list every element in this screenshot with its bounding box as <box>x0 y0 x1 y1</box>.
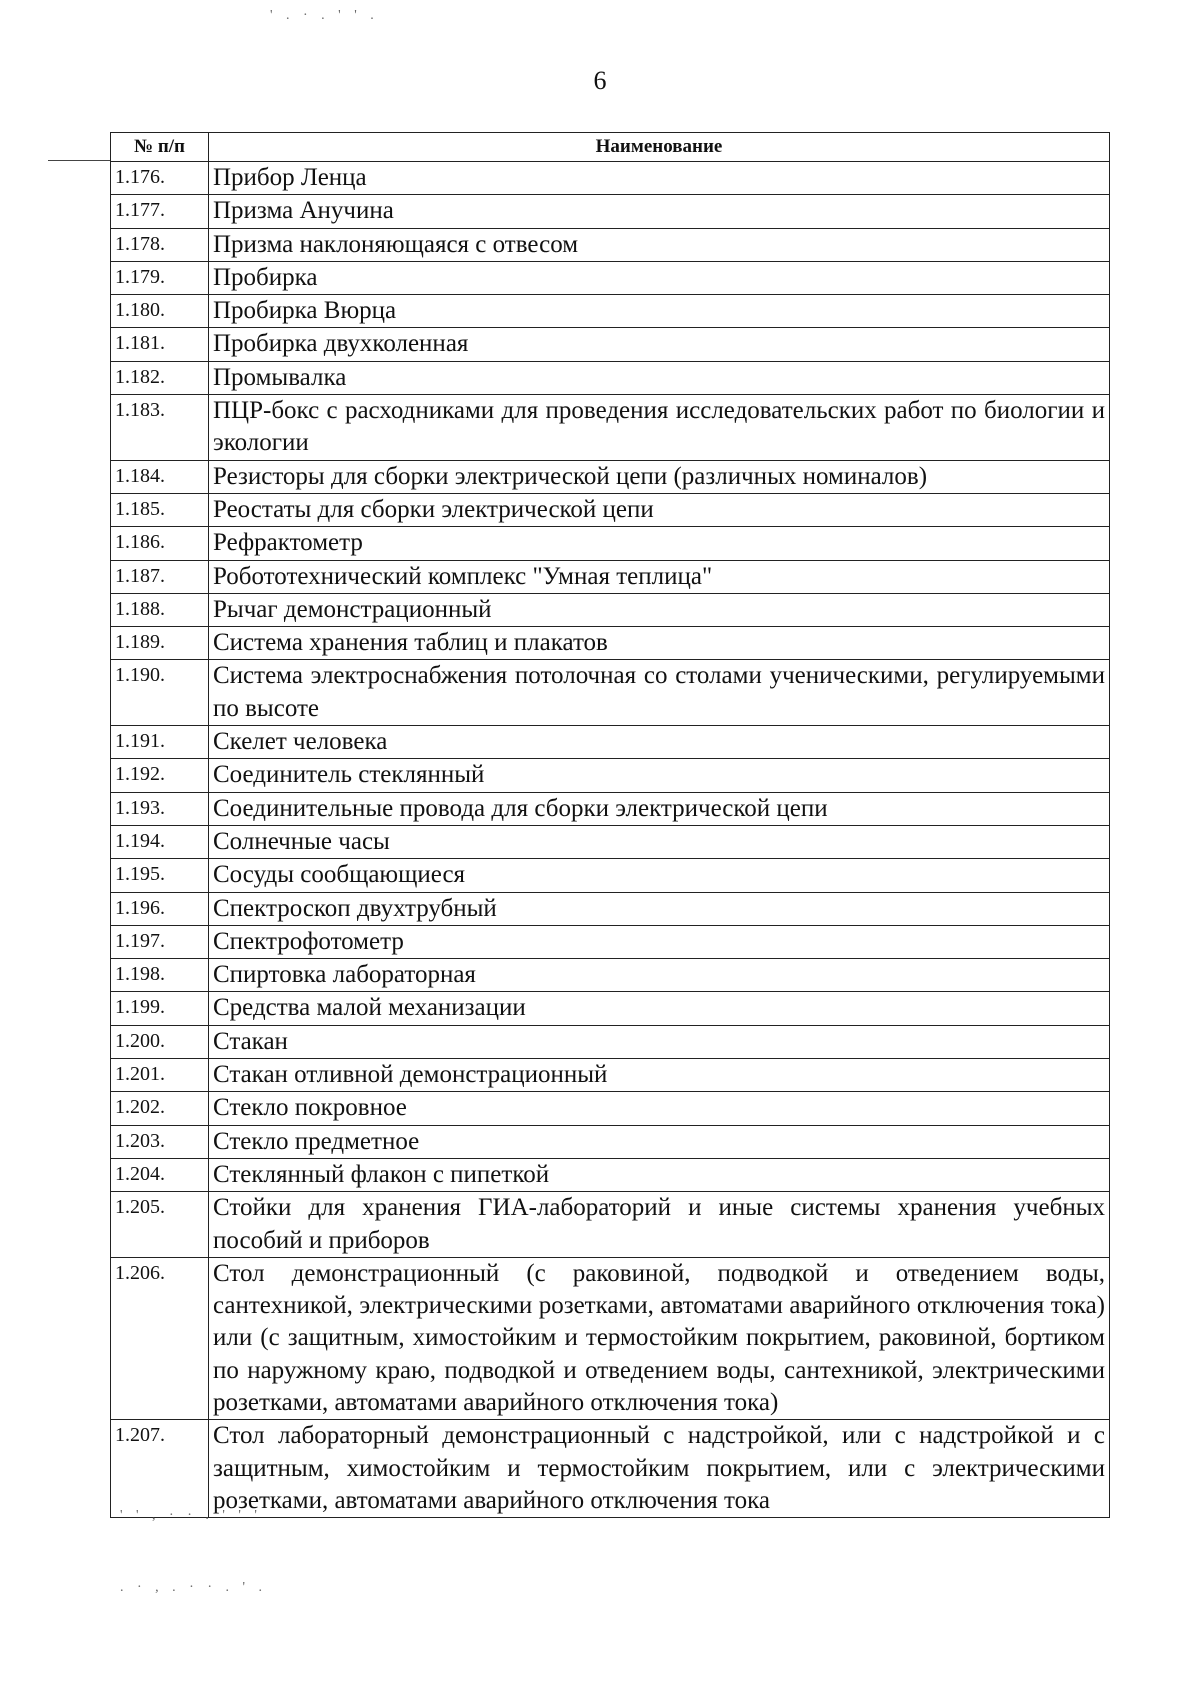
table-row <box>111 660 1110 726</box>
row-number: 1.180. <box>111 295 209 328</box>
row-name: Спектрофотометр <box>209 925 1110 958</box>
row-name: Стакан <box>209 1025 1110 1058</box>
table-row <box>111 792 1110 825</box>
table-row <box>111 1092 1110 1125</box>
row-number: 1.179. <box>111 261 209 294</box>
table-row <box>111 1125 1110 1158</box>
table-row <box>111 1192 1110 1258</box>
row-name: Соединительные провода для сборки электрической цепи <box>209 792 1110 825</box>
table-row <box>111 527 1110 560</box>
row-name: Резисторы для сборки электрической цепи (различных номиналов) <box>209 460 1110 493</box>
row-number: 1.199. <box>111 992 209 1025</box>
row-number: 1.202. <box>111 1092 209 1125</box>
table-row <box>111 1257 1110 1419</box>
row-name: Пробирка Вюрца <box>209 295 1110 328</box>
row-name: Солнечные часы <box>209 825 1110 858</box>
table-row <box>111 361 1110 394</box>
row-number: 1.178. <box>111 228 209 261</box>
table-row <box>111 460 1110 493</box>
row-name: Соединитель стеклянный <box>209 759 1110 792</box>
row-name: Призма наклоняющаяся с отвесом <box>209 228 1110 261</box>
row-number: 1.200. <box>111 1025 209 1058</box>
row-number: 1.190. <box>111 660 209 726</box>
table-row <box>111 892 1110 925</box>
row-number: 1.194. <box>111 825 209 858</box>
table-row <box>111 1025 1110 1058</box>
row-name: Робототехнический комплекс "Умная теплица" <box>209 560 1110 593</box>
row-name: Скелет человека <box>209 726 1110 759</box>
row-name: Стеклянный флакон с пипеткой <box>209 1158 1110 1191</box>
row-number: 1.183. <box>111 395 209 461</box>
row-number: 1.204. <box>111 1158 209 1191</box>
row-name: Стекло предметное <box>209 1125 1110 1158</box>
table-row <box>111 825 1110 858</box>
row-name: Стакан отливной демонстрационный <box>209 1059 1110 1092</box>
row-number: 1.189. <box>111 627 209 660</box>
table-header-row <box>111 133 1110 162</box>
row-number: 1.197. <box>111 925 209 958</box>
row-name: Стол демонстрационный (с раковиной, подводкой и отведением воды, сантехникой, электрическими розетками, автоматами аварийного отключения тока) или (с защитным, химостойким и термостойким покрытием, раковиной, бортиком по наружному краю, подводкой и отведением воды, сантехникой, электрическими розетками, автоматами аварийного отключения тока) <box>209 1257 1110 1419</box>
table-row <box>111 859 1110 892</box>
table-row <box>111 295 1110 328</box>
row-number: 1.186. <box>111 527 209 560</box>
header-num: № п/п <box>111 133 209 162</box>
row-name: Средства малой механизации <box>209 992 1110 1025</box>
row-name: ПЦР-бокс с расходниками для проведения исследовательских работ по биологии и экологии <box>209 395 1110 461</box>
table-row <box>111 1059 1110 1092</box>
row-name: Реостаты для сборки электрической цепи <box>209 493 1110 526</box>
row-number: 1.182. <box>111 361 209 394</box>
row-number: 1.203. <box>111 1125 209 1158</box>
header-name: Наименование <box>209 133 1110 162</box>
row-number: 1.192. <box>111 759 209 792</box>
page-number: 6 <box>593 66 607 95</box>
row-name: Рефрактометр <box>209 527 1110 560</box>
table-row <box>111 261 1110 294</box>
row-number: 1.205. <box>111 1192 209 1258</box>
scan-noise-top: ' . · . ' ' . <box>270 8 379 23</box>
table-row <box>111 726 1110 759</box>
table-row <box>111 627 1110 660</box>
row-number: 1.188. <box>111 593 209 626</box>
row-name: Сосуды сообщающиеся <box>209 859 1110 892</box>
row-number: 1.184. <box>111 460 209 493</box>
table-row <box>111 992 1110 1025</box>
scan-noise-bottom: ' ' , · · . ' ' ' <box>120 1508 262 1523</box>
row-name: Система хранения таблиц и плакатов <box>209 627 1110 660</box>
row-number: 1.206. <box>111 1257 209 1419</box>
row-name: Промывалка <box>209 361 1110 394</box>
row-name: Стол лабораторный демонстрационный с надстройкой, или с надстройкой и с защитным, химостойким и термостойким покрытием, или с электрическими розетками, автоматами аварийного отключения тока <box>209 1420 1110 1518</box>
row-name: Стекло покровное <box>209 1092 1110 1125</box>
row-number: 1.176. <box>111 162 209 195</box>
row-number: 1.177. <box>111 195 209 228</box>
row-name: Стойки для хранения ГИА-лабораторий и иные системы хранения учебных пособий и приборов <box>209 1192 1110 1258</box>
row-name: Призма Анучина <box>209 195 1110 228</box>
table-row <box>111 959 1110 992</box>
table-body <box>111 162 1110 1518</box>
row-name: Пробирка <box>209 261 1110 294</box>
row-name: Рычаг демонстрационный <box>209 593 1110 626</box>
row-number: 1.191. <box>111 726 209 759</box>
row-number: 1.207. <box>111 1420 209 1518</box>
row-name: Прибор Ленца <box>209 162 1110 195</box>
row-number: 1.185. <box>111 493 209 526</box>
table-row <box>111 759 1110 792</box>
row-number: 1.196. <box>111 892 209 925</box>
table-row <box>111 493 1110 526</box>
row-number: 1.181. <box>111 328 209 361</box>
table-row <box>111 195 1110 228</box>
table-row <box>111 925 1110 958</box>
items-table <box>110 132 1110 1518</box>
margin-dash <box>48 160 110 161</box>
row-number: 1.193. <box>111 792 209 825</box>
table-row <box>111 228 1110 261</box>
row-name: Пробирка двухколенная <box>209 328 1110 361</box>
row-name: Спектроскоп двухтрубный <box>209 892 1110 925</box>
row-name: Система электроснабжения потолочная со столами ученическими, регулируемыми по высоте <box>209 660 1110 726</box>
row-number: 1.187. <box>111 560 209 593</box>
table-row <box>111 162 1110 195</box>
scan-noise-bottom-2: . · , . · · . ' . <box>120 1580 268 1595</box>
table-row <box>111 593 1110 626</box>
table-row <box>111 1420 1110 1518</box>
table-row <box>111 395 1110 461</box>
row-number: 1.198. <box>111 959 209 992</box>
table-row <box>111 1158 1110 1191</box>
table-row <box>111 560 1110 593</box>
row-number: 1.195. <box>111 859 209 892</box>
table-row <box>111 328 1110 361</box>
row-number: 1.201. <box>111 1059 209 1092</box>
row-name: Спиртовка лабораторная <box>209 959 1110 992</box>
